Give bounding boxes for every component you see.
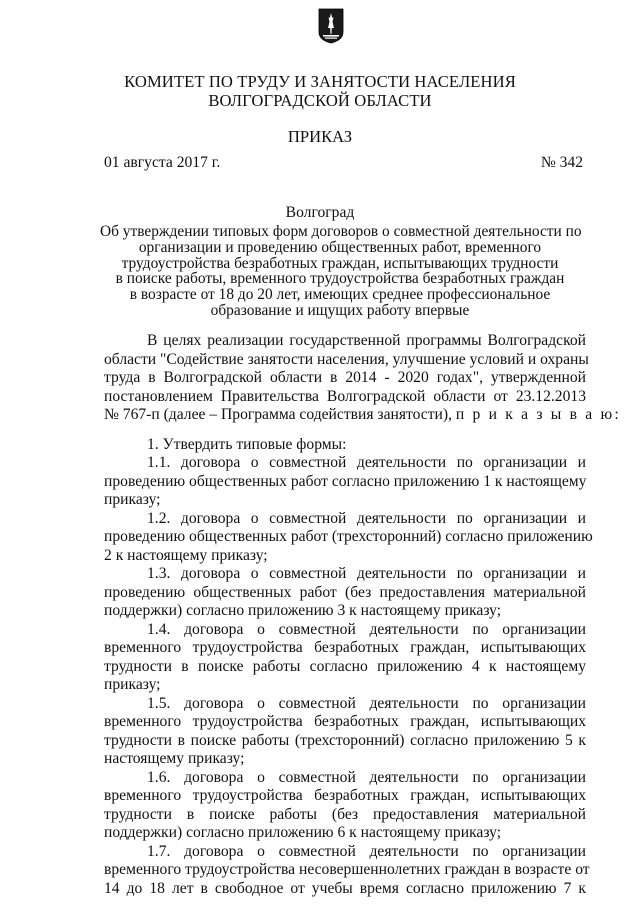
preamble-line-text: № 767-п (далее – Программа содействия занятости), — [104, 406, 456, 423]
subject-line: образование и ищущих работу впервые — [210, 301, 470, 319]
header-line-1: КОМИТЕТ ПО ТРУДУ И ЗАНЯТОСТИ НАСЕЛЕНИЯ — [124, 72, 516, 91]
order-date: 01 августа 2017 г. — [104, 154, 221, 171]
item-1-6-line: трудности в поиске работы (без предоставления материальной — [104, 805, 586, 823]
item-1-2-line: 2 к настоящему приказу; — [104, 546, 268, 564]
item-1-4-line: приказу; — [104, 676, 161, 693]
preamble-line — [104, 406, 621, 425]
subject-line: в поиске работы, временного трудоустройства безработных граждан — [115, 270, 565, 288]
document-type-title: ПРИКАЗ — [287, 127, 353, 146]
preamble-line: области "Содействие занятости населения, улучшение условий и охраны — [104, 350, 589, 368]
item-1-5-line: временного трудоустройства безработных граждан, испытывающих — [104, 713, 586, 730]
order-verb: п р и к а з ы в а ю: — [455, 406, 621, 423]
item-1-4-line: временного трудоустройства безработных граждан, испытывающих — [104, 639, 586, 656]
item-1-6-line: 1.6. договора о совместной деятельности по организации — [147, 768, 586, 786]
item-1-2-line: 1.2. договора о совместной деятельности по организации и — [147, 509, 586, 527]
order-subject — [100, 224, 580, 319]
subject-line: в возрасте от 18 до 20 лет, имеющих среднее профессиональное — [129, 286, 551, 304]
item-1-3-line: проведению общественных работ (без предоставления материальной — [104, 583, 586, 601]
order-body — [104, 332, 621, 898]
item-1-3-line: 1.3. договора о совместной деятельности по организации и — [147, 565, 586, 582]
paragraph-spacer — [104, 425, 586, 436]
city-name: Волгоград — [285, 204, 355, 221]
volgograd-coat-of-arms-icon — [318, 8, 344, 44]
item-1-6-line: поддержки) согласно приложению 6 к настоящему приказу; — [104, 824, 502, 841]
item-1-7-line: 14 до 18 лет в свободное от учебы время согласно приложению 7 к — [104, 879, 586, 897]
item-1: 1. Утвердить типовые формы: — [147, 435, 347, 453]
item-1-5-line: трудности в поиске работы (трехсторонний) согласно приложению 5 к — [104, 731, 586, 749]
committee-header — [0, 72, 640, 110]
subject-line: организации и проведению общественных работ, временного — [138, 238, 542, 256]
preamble-line: В целях реализации государственной программы Волгоградской — [147, 332, 586, 349]
preamble-line: постановлением Правительства Волгоградской области от 23.12.2013 — [104, 387, 586, 405]
item-1-5-line: 1.5. договора о совместной деятельности по организации — [147, 694, 586, 712]
item-1-6-line: временного трудоустройства безработных граждан, испытывающих — [104, 787, 586, 804]
item-1-7-line: временного трудоустройства несовершеннолетних граждан в возрасте от — [104, 861, 590, 878]
header-line-2: ВОЛГОГРАДСКОЙ ОБЛАСТИ — [208, 91, 432, 110]
order-number: № 342 — [540, 154, 583, 171]
item-1-4-line: трудности в поиске работы согласно приложению 4 к настоящему — [104, 657, 586, 675]
subject-line: трудоустройства безработных граждан, испытывающих трудности — [121, 254, 559, 272]
item-1-2-line: проведению общественных работ (трехсторонний) согласно приложению — [104, 528, 593, 545]
item-1-1-line: проведению общественных работ согласно приложению 1 к настоящему — [104, 472, 587, 490]
subject-line: Об утверждении типовых форм договоров о совместной деятельности по — [100, 223, 582, 240]
item-1-4-line: 1.4. договора о совместной деятельности по организации — [147, 620, 586, 638]
item-1-7-line: 1.7. договора о совместной деятельности по организации — [147, 842, 586, 860]
preamble-line: труда в Волгоградской области в 2014 - 2020 годах", утвержденной — [104, 369, 586, 386]
item-1-1-line: приказу; — [104, 491, 161, 508]
item-1-5-line: настоящему приказу; — [104, 750, 245, 767]
item-1-1-line: 1.1. договора о совместной деятельности по организации и — [147, 454, 586, 471]
item-1-3-line: поддержки) согласно приложению 3 к настоящему приказу; — [104, 602, 502, 619]
